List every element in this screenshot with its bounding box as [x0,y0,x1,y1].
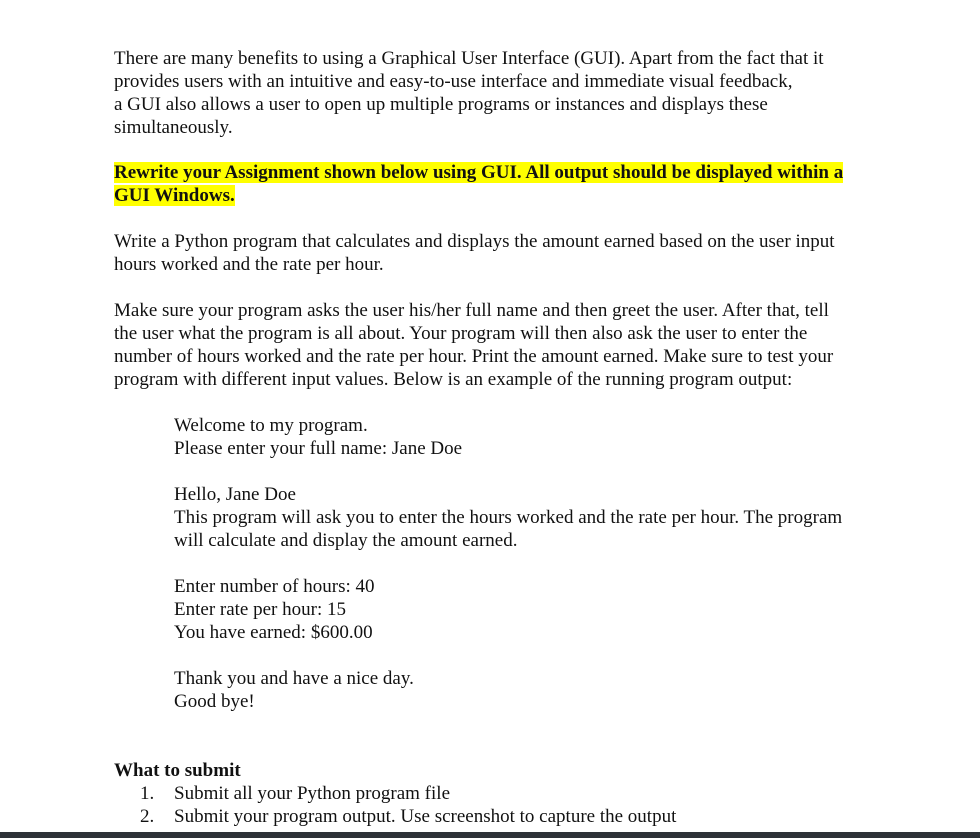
submit-heading: What to submit [114,760,241,781]
instructions-paragraph [114,299,904,391]
sample-output-calculation [174,575,934,644]
sample-line: This program will ask you to enter the hours worked and the rate per hour. The program [174,507,843,528]
submit-item-number: 1. [140,783,155,804]
sample-line: Enter number of hours: 40 [174,576,375,597]
sample-line: Thank you and have a nice day. [174,668,414,689]
sample-line: Good bye! [174,691,255,712]
submit-item-text: Submit all your Python program file [174,783,451,804]
intro-line: provides users with an intuitive and easy-to-use interface and immediate visual feedback, [114,71,793,92]
submit-list-item [140,782,676,805]
highlighted-instruction [114,161,904,207]
instructions-line: program with different input values. Below is an example of the running program output: [114,369,793,390]
sample-output-farewell [174,667,934,713]
submit-item-text: Submit your program output. Use screenshot to capture the output [174,806,677,827]
submit-list-item [140,805,676,828]
task-paragraph [114,230,904,276]
instructions-line: Make sure your program asks the user his/her full name and then greet the user. After that, tell [114,300,829,321]
intro-line: There are many benefits to using a Graphical User Interface (GUI). Apart from the fact that it [114,48,824,69]
highlight-line: Rewrite your Assignment shown below using GUI. All output should be displayed within a [114,162,844,183]
sample-line: Enter rate per hour: 15 [174,599,346,620]
sample-output-greeting [174,483,934,552]
sample-output-welcome [174,414,934,460]
intro-line: simultaneously. [114,117,233,138]
intro-paragraph [114,47,904,139]
task-line: Write a Python program that calculates and displays the amount earned based on the user input [114,231,835,252]
sample-line: will calculate and display the amount earned. [174,530,518,551]
sample-line: Welcome to my program. [174,415,368,436]
sample-line: Hello, Jane Doe [174,484,296,505]
instructions-line: number of hours worked and the rate per hour. Print the amount earned. Make sure to test your [114,346,834,367]
instructions-line: the user what the program is all about. Your program will then also ask the user to enter the [114,323,808,344]
task-line: hours worked and the rate per hour. [114,254,384,275]
window-bottom-bar [0,832,980,838]
sample-line: You have earned: $600.00 [174,622,373,643]
sample-line: Please enter your full name: Jane Doe [174,438,463,459]
intro-line: a GUI also allows a user to open up multiple programs or instances and displays these [114,94,768,115]
highlight-line: GUI Windows. [114,185,235,206]
submit-item-number: 2. [140,806,155,827]
submit-list [140,782,676,828]
